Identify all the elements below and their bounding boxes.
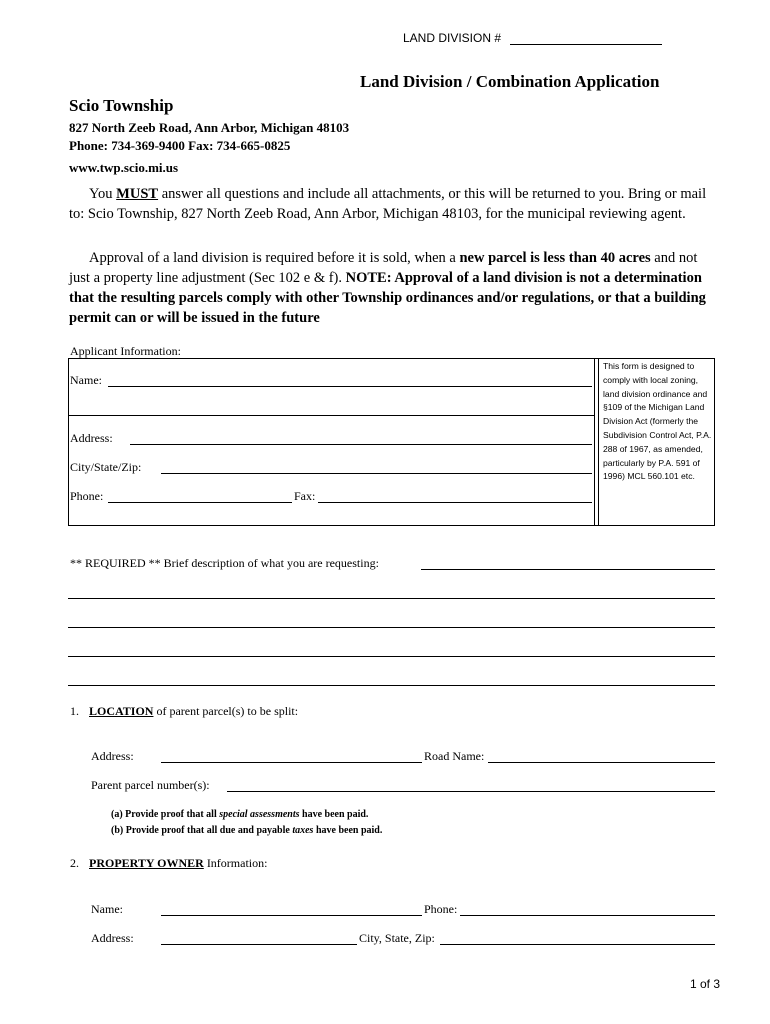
intro-text: and not just a property line adjustment (Sec 102 e & f). [69,250,698,286]
intro-text: Approval of a land division is required before it is sold, when a [89,250,460,266]
applicant-address-label: Address: [70,431,113,445]
owner-city-label: City, State, Zip: [359,931,435,945]
section-2-heading [70,856,267,871]
applicant-fax-field[interactable] [318,502,592,503]
section-number: 2. [70,856,79,870]
section-1-heading [70,704,298,719]
owner-city-field[interactable] [440,944,715,945]
description-field[interactable] [68,627,715,628]
owner-address-label: Address: [91,931,134,945]
intro-paragraph-1 [69,184,711,224]
required-description-label: ** REQUIRED ** Brief description of what you are requesting: [70,556,379,570]
intro-paragraph-2 [69,248,711,328]
applicant-phone-label: Phone: [70,489,104,503]
approval-note: NOTE: Approval of a land division is not a determination that the resulting parcels comply with other Township ordinances and/or regulations, or that a building permit can or will be issued in the future [69,270,706,326]
location-address-field[interactable] [161,762,422,763]
land-division-label: LAND DIVISION # [403,31,502,45]
owner-name-label: Name: [91,902,123,916]
location-address-label: Address: [91,749,134,763]
applicant-heading: Applicant Information: [70,344,181,358]
owner-name-field[interactable] [161,915,422,916]
section-heading-rest: Information: [203,856,268,870]
section-heading-rest: of parent parcel(s) to be split: [153,704,299,718]
road-name-field[interactable] [488,762,715,763]
note-emphasis: special assessments [219,809,300,820]
note-text: have been paid. [299,809,369,820]
applicant-city-field[interactable] [161,473,592,474]
applicant-phone-field[interactable] [108,502,292,503]
township-phone-fax: Phone: 734-369-9400 Fax: 734-665-0825 [69,138,291,153]
applicant-fax-label: Fax: [294,489,316,503]
owner-address-field[interactable] [161,944,357,945]
parcel-number-label: Parent parcel number(s): [91,778,210,792]
note-text: (b) Provide proof that all due and payable [111,825,293,836]
description-field[interactable] [421,569,715,570]
land-division-number-field[interactable] [510,44,662,45]
page-number: 1 of 3 [690,977,721,991]
proof-taxes-note [111,825,382,836]
applicant-box-divider [594,358,595,525]
applicant-box-divider [598,358,599,525]
must-emphasis: MUST [116,186,159,202]
applicant-city-label: City/State/Zip: [70,460,142,474]
note-text: have been paid. [313,825,383,836]
parcel-number-field[interactable] [227,791,715,792]
section-title: PROPERTY OWNER [89,856,204,870]
township-address: 827 North Zeeb Road, Ann Arbor, Michigan 48103 [69,120,350,135]
township-name: Scio Township [69,96,174,115]
note-emphasis: taxes [292,825,314,836]
section-title: LOCATION [89,704,154,718]
page-title: Land Division / Combination Application [360,72,660,91]
road-name-label: Road Name: [424,749,485,763]
description-field[interactable] [68,656,715,657]
description-field[interactable] [68,685,715,686]
legal-compliance-note: This form is designed to comply with local zoning, land division ordinance and §109 of the Michigan Land Division Act (formerly the Subdivision Control Act, P.A. 288 of 1967, as amended, particularly by P.A. 591 of 1996) MCL 560.101 etc. [603,361,712,482]
intro-text: You [89,186,117,202]
owner-phone-field[interactable] [460,915,715,916]
acreage-emphasis: new parcel is less than 40 acres [459,250,651,266]
applicant-name-label: Name: [70,373,102,387]
township-website: www.twp.scio.mi.us [69,160,179,175]
proof-assessments-note [111,809,368,820]
section-number: 1. [70,704,79,718]
applicant-address-field[interactable] [130,444,592,445]
applicant-row-separator [68,415,595,416]
description-field[interactable] [68,598,715,599]
intro-text: answer all questions and include all attachments, or this will be returned to you. Bring or mail to: Scio Township, 827 North Zeeb Road, Ann Arbor, Michigan 48103, for the municipal reviewing agent. [69,186,707,222]
note-text: (a) Provide proof that all [111,809,220,820]
owner-phone-label: Phone: [424,902,458,916]
applicant-name-field[interactable] [108,386,592,387]
